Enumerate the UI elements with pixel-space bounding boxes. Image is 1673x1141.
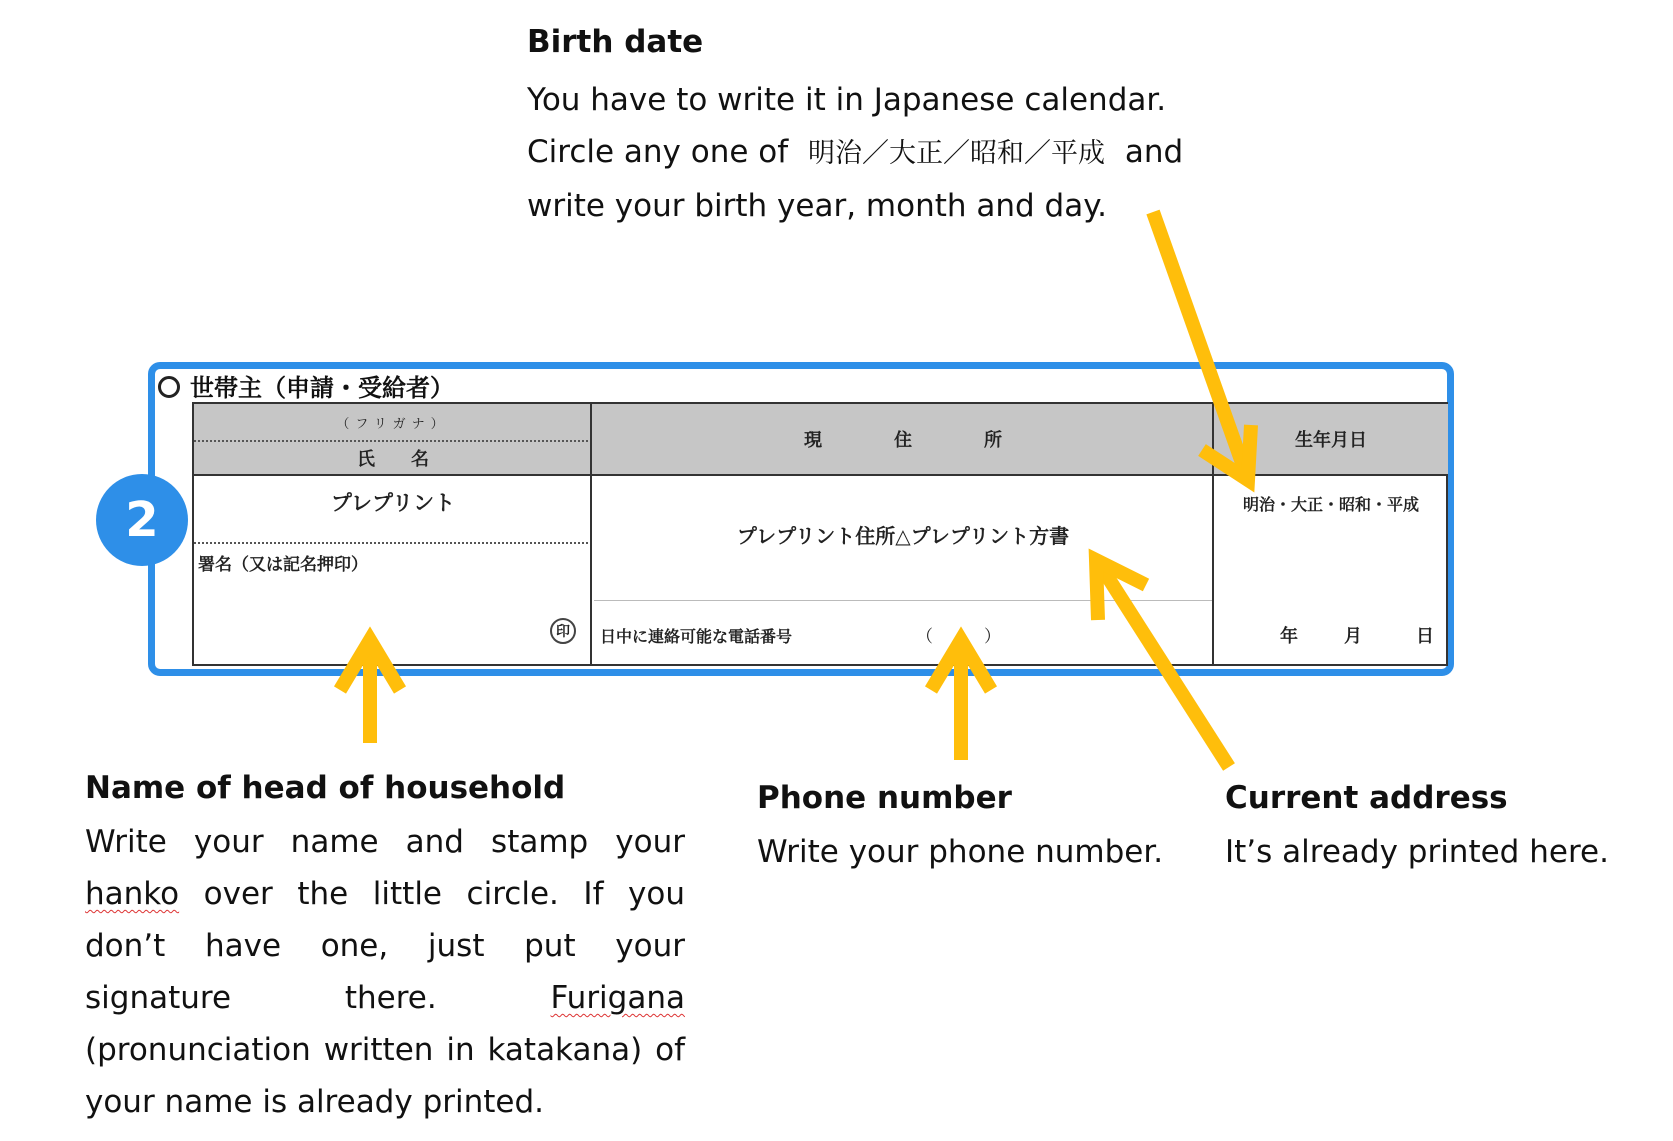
step-number-badge: 2: [96, 474, 188, 566]
furigana-label: （フリガナ）: [336, 416, 450, 432]
phone-note: [757, 778, 1177, 878]
name-note-part-1: Write your name and stamp your: [85, 824, 685, 860]
signature-label[interactable]: 署名（又は記名押印）: [198, 555, 368, 575]
form-title: [158, 368, 454, 403]
address-preprint: プレプリント住所△プレプリント方書: [736, 523, 1070, 548]
address-note: [1225, 778, 1645, 878]
address-phone-divider: [594, 600, 1214, 601]
era-options[interactable]: 明治・大正・昭和・平成: [1242, 494, 1419, 514]
form-title-text: 世帯主（申請・受給者）: [190, 374, 454, 402]
phone-label: 日中に連絡可能な電話番号: [600, 627, 793, 646]
birth-date-note: [527, 22, 1247, 232]
phone-note-text: Write your phone number.: [757, 834, 1164, 870]
furigana-divider: [194, 440, 592, 442]
name-signature-divider: [194, 542, 592, 544]
phone-note-heading: Phone number: [757, 780, 1012, 816]
seal-circle-icon[interactable]: 印: [550, 618, 576, 644]
birth-date-line-2: [527, 126, 1247, 180]
address-header-cell: 現 住 所: [592, 404, 1214, 476]
year-label: 年: [1280, 626, 1298, 647]
column-divider-name-address: [590, 404, 592, 664]
birth-date-line-2-start: Circle any one of: [527, 134, 789, 170]
phone-input-area[interactable]: （ ）: [916, 627, 1001, 647]
address-note-text: It’s already printed here.: [1225, 834, 1609, 870]
circle-mark-icon: [158, 376, 180, 398]
birth-date-line-1: You have to write it in Japanese calendar.: [527, 82, 1167, 118]
name-note-heading: Name of head of household: [85, 770, 566, 806]
name-header-cell: [194, 404, 592, 476]
column-divider-address-birth: [1212, 404, 1214, 664]
birth-header-cell: 生年月日: [1214, 404, 1448, 476]
name-note-part-3: (pronunciation written in katakana) of your name is already printed.: [85, 1032, 685, 1120]
month-label: 月: [1344, 626, 1362, 647]
day-label: 日: [1416, 626, 1434, 647]
birth-date-line-2-end: and: [1124, 134, 1184, 170]
name-label: 氏 名: [357, 449, 429, 470]
name-note-furigana: Furigana: [550, 980, 685, 1016]
name-note-text: [85, 816, 685, 1128]
birth-date-heading: Birth date: [527, 24, 704, 60]
household-head-form-table: [192, 402, 1448, 666]
name-note-part-2: over the little circle. If you don’t have one, just put your signature there.: [85, 876, 685, 1016]
name-preprint: プレプリント: [330, 491, 456, 515]
era-options-inline: 明治／大正／昭和／平成: [808, 138, 1106, 169]
birth-date-line-3: write your birth year, month and day.: [527, 188, 1108, 224]
name-note-hanko: hanko: [85, 876, 180, 912]
name-note: [85, 768, 685, 1128]
address-note-heading: Current address: [1225, 780, 1508, 816]
